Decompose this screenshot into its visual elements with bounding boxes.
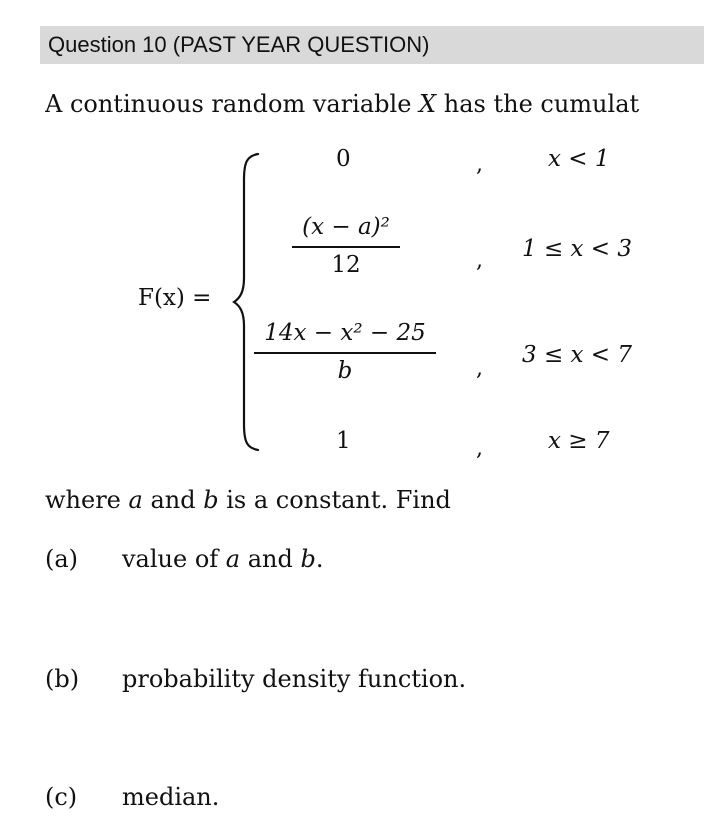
intro-prefix: A continuous random variable xyxy=(45,90,420,118)
case-1-separator: , xyxy=(476,152,483,177)
case-4-expression: 1 xyxy=(336,428,351,454)
question-header xyxy=(40,26,704,64)
case-3-fraction xyxy=(254,320,436,384)
case-2-fraction xyxy=(292,214,400,278)
case-4-separator: , xyxy=(476,436,483,461)
intro-suffix: has the cumulat xyxy=(436,90,640,118)
part-a-var-b: b xyxy=(300,545,316,573)
question-intro xyxy=(45,86,704,122)
case-2-condition: 1 ≤ x < 3 xyxy=(522,236,633,262)
case-2-separator: , xyxy=(476,248,483,273)
case-1-condition: x < 1 xyxy=(548,146,610,172)
left-brace-icon xyxy=(232,150,262,455)
case-3-separator: , xyxy=(476,356,483,381)
case-2-numerator: (x − a)² xyxy=(302,214,390,240)
part-c-label: (c) xyxy=(45,783,78,811)
part-a-text xyxy=(122,541,324,577)
case-2-denominator: 12 xyxy=(331,251,361,278)
part-a-label: (a) xyxy=(45,545,79,573)
case-4-condition: x ≥ 7 xyxy=(548,428,610,454)
where-var-b: b xyxy=(203,486,219,514)
case-1-expression: 0 xyxy=(336,146,351,172)
part-a-text-3: . xyxy=(315,545,324,573)
question-title: Question 10 (PAST YEAR QUESTION) xyxy=(48,32,430,57)
part-a-var-a: a xyxy=(225,545,241,573)
case-3-fraction-bar xyxy=(254,352,436,354)
part-b-text: probability density function. xyxy=(122,665,467,693)
case-2-fraction-bar xyxy=(292,246,400,248)
case-3-condition: 3 ≤ x < 7 xyxy=(522,342,633,368)
intro-variable: X xyxy=(419,90,437,118)
where-text-3: is a constant. Find xyxy=(218,486,451,514)
part-c-text: median. xyxy=(122,783,220,811)
case-3-numerator: 14x − x² − 25 xyxy=(264,320,426,346)
where-text-2: and xyxy=(142,486,204,514)
part-a-text-2: and xyxy=(240,545,301,573)
part-a-text-1: value of xyxy=(122,545,226,573)
constants-statement xyxy=(45,482,451,518)
where-var-a: a xyxy=(128,486,143,514)
function-label: F(x) = xyxy=(138,285,212,311)
where-text-1: where xyxy=(45,486,129,514)
case-3-denominator: b xyxy=(337,357,353,384)
part-b-label: (b) xyxy=(45,665,80,693)
